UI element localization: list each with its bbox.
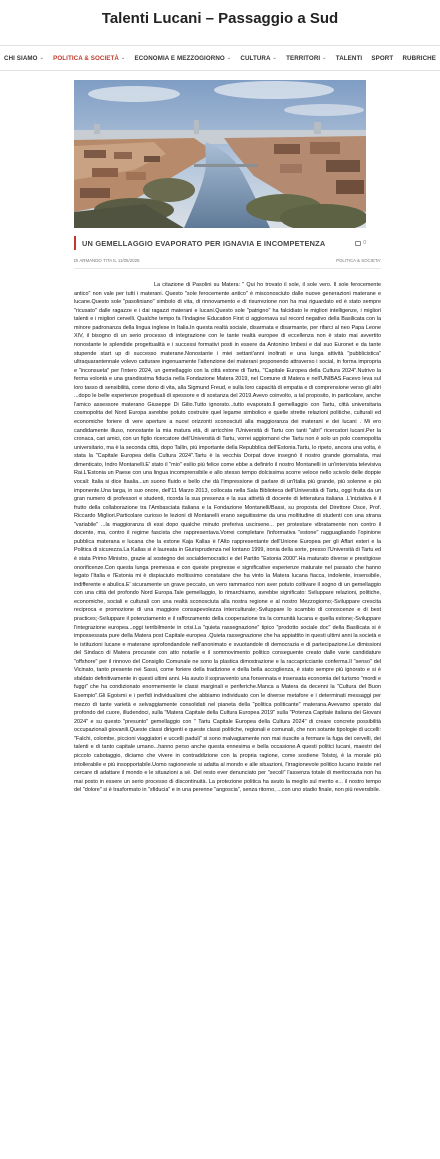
chevron-down-icon: ⌄ — [272, 55, 277, 61]
featured-image[interactable] — [74, 80, 366, 228]
nav-item-cultura[interactable] — [240, 55, 276, 62]
divider — [74, 268, 381, 269]
nav-item-label: RUBRICHE — [402, 54, 436, 62]
nav-item-label: CHI SIAMO — [4, 54, 38, 62]
nav-item-label: ECONOMIA E MEZZOGIORNO — [134, 54, 225, 62]
site-title[interactable]: Talenti Lucani – Passaggio a Sud — [101, 10, 339, 27]
article-body — [74, 281, 381, 795]
chevron-down-icon: ⌄ — [226, 55, 232, 61]
post-title[interactable]: UN GEMELLAGGIO EVAPORATO PER IGNAVIA E INCOMPETENZA — [82, 238, 326, 248]
comment-icon — [355, 241, 361, 246]
nav-item-label: TERRITORI — [286, 54, 321, 62]
nav-item-chi-siamo[interactable] — [4, 55, 44, 62]
chevron-down-icon: ⌄ — [39, 55, 44, 61]
nav-item-politica-societa[interactable] — [53, 55, 125, 62]
comments-count: 0 — [363, 240, 366, 246]
post-title-bar — [74, 236, 366, 250]
author-date: DI ARMANDO TITA IL 11/05/2025 — [74, 258, 140, 263]
nav-item-label: SPORT — [371, 54, 394, 62]
nav-item-sport[interactable] — [371, 55, 393, 62]
nav-item-label: POLITICA & SOCIETÀ — [53, 54, 119, 62]
chevron-down-icon: ⌄ — [120, 55, 126, 61]
chevron-down-icon: ⌄ — [322, 55, 327, 61]
post-meta — [74, 258, 381, 263]
nav-item-label: TALENTI — [335, 54, 363, 62]
nav-item-talenti[interactable] — [336, 55, 362, 62]
nav-item-rubriche[interactable] — [402, 55, 435, 62]
main-navigation — [0, 45, 440, 71]
comments-link[interactable] — [355, 240, 366, 246]
nav-item-territori[interactable] — [286, 55, 326, 62]
nav-item-economia-mezzogiorno[interactable] — [135, 55, 232, 62]
nav-item-label: CULTURA — [240, 54, 271, 62]
category-link[interactable]: POLITICA & SOCIETA' — [336, 258, 381, 263]
article-paragraph: La citazione di Pasolini su Matera: " Qui ho trovato il sole, il sole vero. Il sole ferocemente antico" non vale per tutti i materani. Questo "sole ferocemente antico" è misconosciuto dalle nuove generazioni materane e lucane.Questo sole "pasoliniano" simbolo di vita, di rinnovamento e di risurrezione non ha mai riguardato ed è stato sempre "ricusato" dalle ragazze e i dai ragazzi materani e lucani.Questo sole "patrigno" ha falcidiato le migliori intelligenze, i migliori talenti e i migliori cervelli. Qualche tempo fa l'Indagine Education First ci aggiornava sul record negativo della Basilicata con la minore padronanza della lingua inglese in Italia.In questa realtà sociale, disarmata e disarmante, per rifarci al neo Papa Leone XIV, il bisogno di un serio processo di integrazione con le tante realtà europee di eccellenza non è stato mai avvertito nonostante le splendide progettualità e i successi formativi posti in essere da Antonino Imbesi e dal suo Euronet e da tante stupende start up di successo materane.Nonostante i miei settant'anni inoltrati e una lunga attività "pubblicistica" ultraquarantennale volevo catturare ingenuamente l'attenzione dei materani proponendo attraverso i social, in forma impropria e "inconsueta" per l'intero 2024, un gemellaggio con la città estone di Tartu, "Capitale Europea della Cultura 2024".Nutrivo la ferma volontà e una grandissima fiducia nella Fondazione Matera 2019, nel Comune di Matera e nell'UNIBAS.Facevo leva sul loro tasso di sensibilità, come dono di vita, alla Sigmund Freud, e sulla loro capacità di empatia e di comprensione verso gli altri ...dopo le belle esperienze progettuali di spessore e di sostanza del 2019.Avevo coinvolto, a tal proposito, in particolare, anche l'amico assessore materano Giuseppe Di Gilio.Tutto ignorato...tutto evaporato.Il gemellaggio con Tartu, città universitaria cosmopolita del Nord Europa avrebbe potuto costruire quel legame simbolico e quelle strette relazioni politiche, culturali ed economiche foriere di vere aperture a nuovi orizzonti sconosciuti alla maggioranza dei materani e dei lucani . Mi ero candidamente illuso, nonostante la mia matura età, di arricchire l'Università di Tartu con tanti "altri" ricercatori lucani.Per la cronaca, cari amici, con un figlio ricercatore dell'Università di Tartu, vorrei aggiornarvi che Tartu non è solo un polo cosmopolita universitario, ma è la seconda città, dopo Tallin, più importante della Repubblica dell'Estonia.Tartu, lo ripeto, ancora una volta, è stata la "Capitale Europea della Cultura 2024".Tartu è la vecchia Dorpat dove insegnò il nostro grande giornalista, mai dimenticato, Indro Montanelli.E' stato il "mio" esilio più felice come ebbe a definirlo il nostro Montanelli in un'intervista televisiva Rai.L'Estonia un Paese con una lingua incomprensibile e allo stesso tempo dolcissima scorre veloce nello scivolo delle doppie vocali: Italia si dice Itaalia...un suono fluido e bello che dà l'impressione di parlare di un'Italia più grande, più solenne e più imponente.Una targa, in suo onore, dell'11 Marzo 2013, collocata nella Sala Biblioteca dell'Università di Tartu, oggi fruita da un gran numero di professori e studenti, ricorda la sua presenza e la sua attività di docente di letteratura italiana .L'iniziativa è il frutto della collaborazione tra l'Ambasciata italiana e la Fondazione Montanelli/Bassi, su proposta del Direttore Osce, Prof. Riccardo Migliori.Particolare curioso le lezioni di Montanelli erano seguitissime da una moltitudine di studenti con una strana "variabile" ...la maggioranza di essi dopo qualche minuto preferiva uscirsene... per protestare vibratamente non contro il docente, ma, contro il regime fascista che rappresentava.Vorrei completare l'informativa "estone" ragguagliando l'opinione pubblica materana e lucana che la estone Kaja Kallas è l'Alto rappresentante dell'Unione Europea per gli Affari esteri e la Politica di sicurezza.La Kallas si è laureata in Giurisprudenza nel lontano 1999, ironia della sorte, presso l'Università di Tartu ed è stata Primo Ministro, grazie al sostegno dei socialdemocratici e del Partito "Estonia 2000".Ha maturato diverse e prestigiose onorificenze.Con questa lunga premessa e con queste pregresse e significative esperienze maturate nel passato che hanno legato l'Italia e l'Estonia mi è dispiaciuto moltissimo constatare che ha vinto la Matera lucana fiacca, indolente, insensibile, indifferente e abulica.E' sicuramente un grave peccato, un vero rammarico non aver potuto coltivare il sogno di un gemellaggio con una città del profondo Nord Europa.Tale gemellaggio, lo rimarchiamo, avrebbe significato: Sviluppare relazioni, politiche, economiche, sociali e culturali con una realtà sconosciuta alla nostra regione e al nostro Mezzogiorno;-Sviluppare crescita reciproca e promozione di una maggiore consapevolezza interculturale;-Sviluppare lo scambio di conoscenze e di best practices;-Sviluppare il potenziamento e il rafforzamento della cooperazione tra la comunità lucana e quella estone;-Sviluppare l'integrazione europea...oggi terribilmente in crisi.La "quieta rassegnazione" tipico "prodotto sociale doc" della Basilicata si è impossessata pure della Matera post Capitale europea .Quieta rassegnazione che ha appiattito in questi ultimi anni la società e le istituzioni lucane e materane sprofondandole nell'anonimato e svuotandole di democrazia e di partecipazione.Le dimissioni del Sindaco di Matera procurate con atto notarile e il sommovimento politico conseguente creato dalle varie candidature "offshore" per il rinnovo del Consiglio Comunale ne sono la plastica dimostrazione e la raccapricciante conferma.Il "senso" del Vicinato, tanto presente nei Sassi, come foriere della tradizione e della bella accoglienza, è stato sempre più ignorato e si è sfaldato definitivamente in questi ultimi anni. Ha avuto il sopravvento una forsennata e insensata economia del turismo "mordi e fuggi" che ha condizionato enormemente le classi marginali e periferiche.Manca a Matera da decenni la "Cultura del Buon Esempio".Gli Egoismi e i perfidi individualismi che abbiamo individuato con le diverse metafore e i determinati messaggi per mezzo di tante varietà e selvaggiamente consolidati nel pianeta della "politica politicante" materana.Avevamo sperato dal profondo del cuore, illudendoci, sulla "Matera Capitale della Cultura Europea 2019" sulla "Potenza Capitale italiana dei Giovani 2024" e su questo "presunto" gemellaggio con " Tartu Capitale Europea della Cultura 2024" di creare concrete possibilità occupazionali giovanili.Queste classi dirigenti e queste classi politiche, regionali e comunali, che non sotante tipologie di uccelli: "Falchi, colombe, piccioni viaggiatori e uccelli paduli" si sono malvagiamente non mai riuscite a fermare la fuga dei cervelli, dei talenti e di tanto capitale umano...hanno perso anche questa ennesima e bella occasione.A questi politici lucani, maestri del piccolo cabotaggio, diciamo che vivere in contraddizione con la propria ragione, come sostiene Tolstoj, è la morale più intollerabile e più insopportabile.Uomo ragionevole si adatta al mondo e alle situazioni, l'irragionevole politico lucano insiste nel cercare di adattare il mondo e le situazioni a sé. Del resto ever denunciato per "secoli" l'assenza totale di meritocrazia non ha mai posto in essere un serio processo di discontinuità. La protezione politica ha avuto la meglio sul merito e... il nostro tempo del "dolore" si è trasformato in "sfiducia" e in una perenne "angoscia", senza ritorno, ...con uno stadio finale, non più reversibile. — [74, 282, 381, 794]
city-river-photo — [74, 80, 366, 228]
